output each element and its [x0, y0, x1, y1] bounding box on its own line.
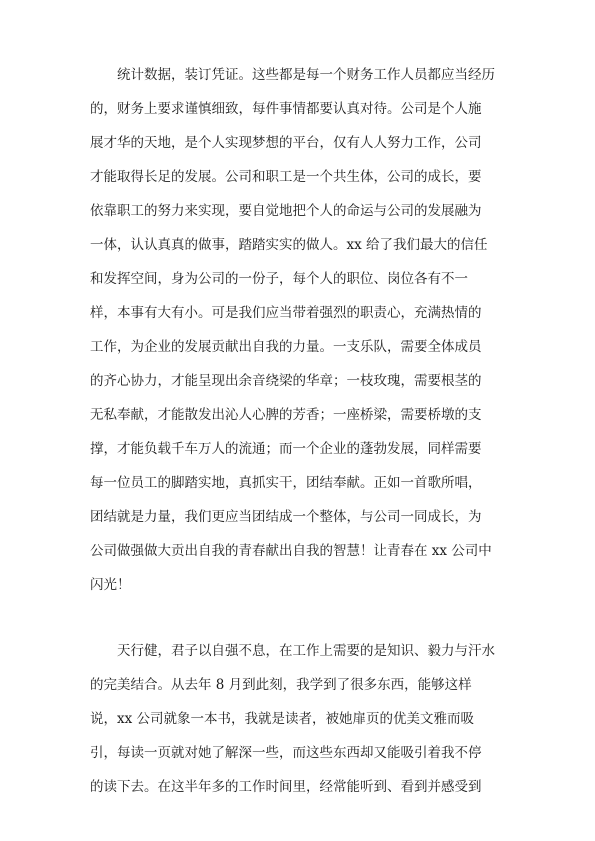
paragraph-1-line-15: 公司做强做大贡出自我的青春献出自我的智慧！让青春在 xx 公司中	[90, 543, 492, 559]
paragraph-2-line-4: 引，每读一页就对她了解深一些，而这些东西却又能吸引着我不停	[90, 745, 482, 761]
paragraph-1-line-13: 每一位员工的脚踏实地，真抓实干，团结奉献。正如一首歌所唱，	[90, 475, 482, 491]
paragraph-1-line-10: 的齐心协力，才能呈现出余音绕梁的华章；一枝玫瑰，需要根茎的	[90, 373, 482, 389]
paragraph-1-line-11: 无私奉献，才能散发出沁人心脾的芳香；一座桥梁，需要桥墩的支	[90, 407, 482, 423]
paragraph-1-line-12: 撑，才能负载千车万人的流通；而一个企业的蓬勃发展，同样需要	[90, 441, 482, 457]
paragraph-1-line-16: 闪光！	[90, 577, 131, 593]
paragraph-1-line-4: 才能取得长足的发展。公司和职工是一个共生体，公司的成长，要	[90, 169, 482, 185]
paragraph-2-line-5: 的读下去。在这半年多的工作时间里，经常能听到、看到并感受到	[90, 779, 482, 795]
paragraph-2-line-2: 的完美结合。从去年 8 月到此刻，我学到了很多东西，能够这样	[90, 677, 472, 693]
paragraph-1-line-14: 团结就是力量，我们更应当团结成一个整体，与公司一同成长，为	[90, 509, 482, 525]
paragraph-1-line-1: 统计数据，装订凭证。这些都是每一个财务工作人员都应当经历	[117, 67, 495, 83]
paragraph-1-line-3: 展才华的天地，是个人实现梦想的平台，仅有人人努力工作，公司	[90, 135, 482, 151]
paragraph-1-line-8: 样，本事有大有小。可是我们应当带着强烈的职责心，充满热情的	[90, 305, 482, 321]
paragraph-1-line-9: 工作，为企业的发展贡献出自我的力量。一支乐队，需要全体成员	[90, 339, 482, 355]
paragraph-1-line-5: 依靠职工的努力来实现，要自觉地把个人的命运与公司的发展融为	[90, 203, 482, 219]
paragraph-2-line-3: 说，xx 公司就象一本书，我就是读者，被她扉页的优美文雅而吸	[90, 711, 475, 727]
paragraph-2-line-1: 天行健，君子以自强不息，在工作上需要的是知识、毅力与汗水	[117, 643, 495, 659]
paragraph-1-line-7: 和发挥空间，身为公司的一份子，每个人的职位、岗位各有不一	[90, 271, 468, 287]
paragraph-1-line-6: 一体，认认真真的做事，踏踏实实的做人。xx 给了我们最大的信任	[90, 237, 488, 253]
paragraph-1-line-2: 的，财务上要求谨慎细致，每件事情都要认真对待。公司是个人施	[90, 101, 482, 117]
